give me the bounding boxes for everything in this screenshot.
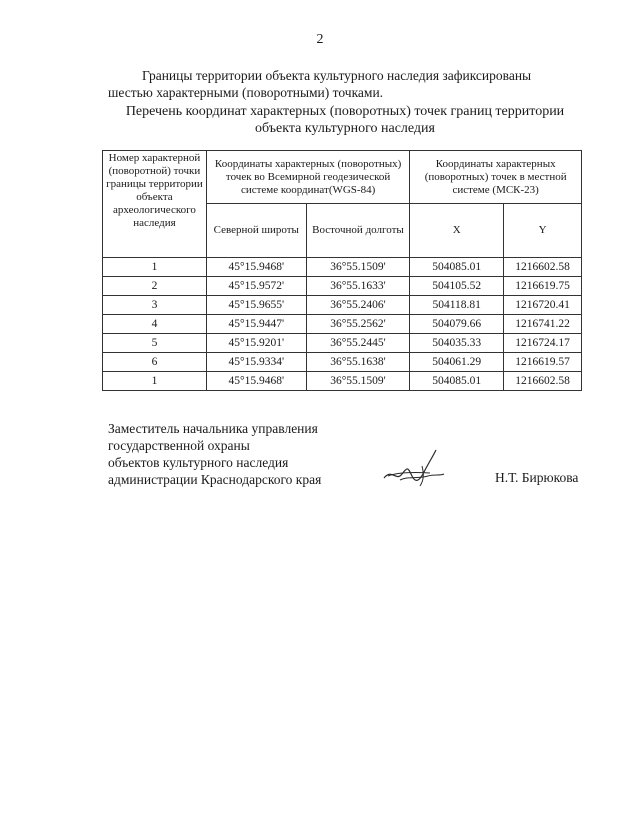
header-east-longitude: Восточной долготы xyxy=(306,204,410,258)
header-msk23-group: Координаты характерных (поворотных) точек в местной системе (МСК-23) xyxy=(410,151,582,204)
cell-point: 5 xyxy=(103,334,207,353)
cell-y: 1216602.58 xyxy=(504,372,582,391)
cell-y: 1216720.41 xyxy=(504,296,582,315)
cell-longitude: 36°55.2406' xyxy=(306,296,410,315)
cell-x: 504035.33 xyxy=(410,334,504,353)
heading-line-1: Перечень координат характерных (поворотных) точек границ территории xyxy=(125,104,565,119)
cell-latitude: 45°15.9468' xyxy=(206,258,306,277)
cell-longitude: 36°55.1638' xyxy=(306,353,410,372)
header-north-latitude: Северной широты xyxy=(206,204,306,258)
page-number: 2 xyxy=(316,32,324,47)
cell-y: 1216741.22 xyxy=(504,315,582,334)
cell-latitude: 45°15.9447' xyxy=(206,315,306,334)
cell-x: 504079.66 xyxy=(410,315,504,334)
cell-y: 1216619.57 xyxy=(504,353,582,372)
intro-paragraph xyxy=(108,67,582,101)
cell-x: 504061.29 xyxy=(410,353,504,372)
intro-line-2: шестью характерными (поворотными) точками. xyxy=(108,85,384,100)
header-x: X xyxy=(410,204,504,258)
cell-point: 2 xyxy=(103,277,207,296)
intro-line-1: Границы территории объекта культурного наследия зафиксированы xyxy=(142,68,532,83)
heading-line-2: объекта культурного наследия xyxy=(255,121,435,136)
cell-point: 6 xyxy=(103,353,207,372)
cell-longitude: 36°55.2445' xyxy=(306,334,410,353)
table-row xyxy=(103,372,582,391)
cell-y: 1216724.17 xyxy=(504,334,582,353)
cell-longitude: 36°55.1509' xyxy=(306,372,410,391)
cell-x: 504085.01 xyxy=(410,372,504,391)
cell-longitude: 36°55.1633' xyxy=(306,277,410,296)
signatory-name: Н.Т. Бирюкова xyxy=(495,470,579,485)
cell-y: 1216602.58 xyxy=(504,258,582,277)
table-row xyxy=(103,334,582,353)
cell-latitude: 45°15.9334' xyxy=(206,353,306,372)
cell-latitude: 45°15.9572' xyxy=(206,277,306,296)
cell-point: 1 xyxy=(103,372,207,391)
signatory-line-2: государственной охраны xyxy=(108,438,250,453)
cell-longitude: 36°55.2562' xyxy=(306,315,410,334)
table-row xyxy=(103,315,582,334)
handwritten-signature xyxy=(378,446,450,490)
header-point-number: Номер характерной (поворотной) точки границы территории объекта археологического наследия xyxy=(103,151,207,258)
signatory-line-1: Заместитель начальника управления xyxy=(108,421,318,436)
cell-point: 3 xyxy=(103,296,207,315)
cell-latitude: 45°15.9468' xyxy=(206,372,306,391)
cell-point: 4 xyxy=(103,315,207,334)
cell-latitude: 45°15.9201' xyxy=(206,334,306,353)
cell-longitude: 36°55.1509' xyxy=(306,258,410,277)
coordinates-table xyxy=(102,150,582,391)
signatory-title xyxy=(108,420,321,488)
header-y: Y xyxy=(504,204,582,258)
table-row xyxy=(103,258,582,277)
table-heading xyxy=(108,103,582,137)
signatory-line-3: объектов культурного наследия xyxy=(108,455,289,470)
cell-x: 504085.01 xyxy=(410,258,504,277)
header-wgs84-group: Координаты характерных (поворотных) точек во Всемирной геодезической системе координат(WGS-84) xyxy=(206,151,409,204)
table-row xyxy=(103,296,582,315)
cell-x: 504105.52 xyxy=(410,277,504,296)
signatory-line-4: администрации Краснодарского края xyxy=(108,472,322,487)
cell-y: 1216619.75 xyxy=(504,277,582,296)
cell-x: 504118.81 xyxy=(410,296,504,315)
cell-latitude: 45°15.9655' xyxy=(206,296,306,315)
table-row xyxy=(103,277,582,296)
cell-point: 1 xyxy=(103,258,207,277)
table-row xyxy=(103,353,582,372)
